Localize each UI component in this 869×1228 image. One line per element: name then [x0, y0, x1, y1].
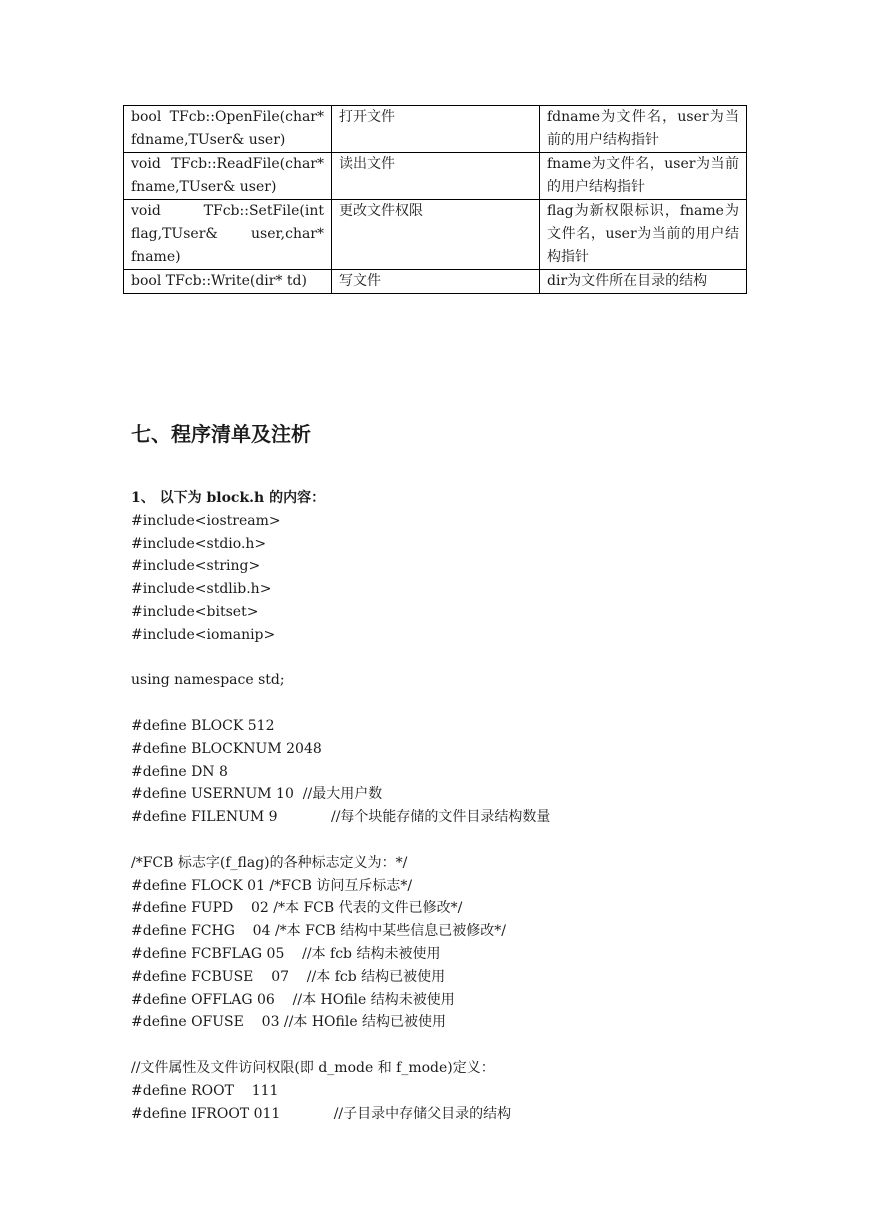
code-line: #define USERNUM 10 //最大用户数	[131, 786, 383, 803]
code-line: #include<stdlib.h>	[131, 581, 272, 598]
function-params: flag为新权限标识，fname为文件名，user为当前的用户结构指针	[540, 200, 747, 270]
code-line: #define OFFLAG 06 //本 HOfile 结构未被使用	[131, 991, 455, 1008]
table-row	[124, 200, 747, 270]
function-description: 更改文件权限	[332, 200, 540, 270]
blank-line	[131, 647, 751, 670]
function-table	[123, 105, 747, 294]
code-line: #include<string>	[131, 558, 261, 575]
code-line: #define DN 8	[131, 763, 228, 780]
function-params: dir为文件所在目录的结构	[540, 270, 747, 294]
function-signature: void TFcb::SetFile(int flag,TUser& user,char* fname)	[124, 200, 332, 270]
code-line: #include<bitset>	[131, 603, 259, 620]
code-line: using namespace std;	[131, 672, 285, 689]
code-line: #define FCBUSE 07 //本 fcb 结构已被使用	[131, 968, 446, 985]
code-line: #include<iomanip>	[131, 626, 276, 643]
code-line: #define IFROOT 011 //子目录中存储父目录的结构	[131, 1105, 512, 1122]
table-row	[124, 106, 747, 153]
code-line: #define BLOCK 512	[131, 717, 275, 734]
blank-line	[131, 829, 751, 852]
code-line: #define FILENUM 9 //每个块能存储的文件目录结构数量	[131, 809, 551, 826]
code-line: #define OFUSE 03 //本 HOfile 结构已被使用	[131, 1014, 447, 1031]
section-heading: 七、程序清单及注析	[131, 422, 311, 446]
function-params: fname为文件名，user为当前的用户结构指针	[540, 153, 747, 200]
code-line: #define BLOCKNUM 2048	[131, 740, 322, 757]
code-line: //文件属性及文件访问权限(即 d_mode 和 f_mode)定义：	[131, 1059, 495, 1076]
function-description: 写文件	[332, 270, 540, 294]
code-line: #define ROOT 111	[131, 1082, 279, 1099]
code-listing	[131, 487, 751, 1125]
function-signature: bool TFcb::OpenFile(char* fdname,TUser& user)	[124, 106, 332, 153]
function-description: 打开文件	[332, 106, 540, 153]
function-params: fdname为文件名，user为当前的用户结构指针	[540, 106, 747, 153]
code-line: #include<iostream>	[131, 512, 281, 529]
code-line: #define FCHG 04 /*本 FCB 结构中某些信息已被修改*/	[131, 923, 506, 940]
code-line: #define FUPD 02 /*本 FCB 代表的文件已修改*/	[131, 900, 463, 917]
function-description: 读出文件	[332, 153, 540, 200]
code-line: #define FLOCK 01 /*FCB 访问互斥标志*/	[131, 877, 413, 894]
blank-line	[131, 692, 751, 715]
table-row	[124, 153, 747, 200]
blank-line	[131, 1034, 751, 1057]
code-line: /*FCB 标志字(f_flag)的各种标志定义为：*/	[131, 854, 408, 871]
code-line: #include<stdio.h>	[131, 535, 267, 552]
function-signature: bool TFcb::Write(dir* td)	[124, 270, 332, 294]
table-row	[124, 270, 747, 294]
code-line: #define FCBFLAG 05 //本 fcb 结构未被使用	[131, 945, 441, 962]
function-signature: void TFcb::ReadFile(char* fname,TUser& user)	[124, 153, 332, 200]
listing-subheading: 1、 以下为 block.h 的内容：	[131, 490, 326, 506]
